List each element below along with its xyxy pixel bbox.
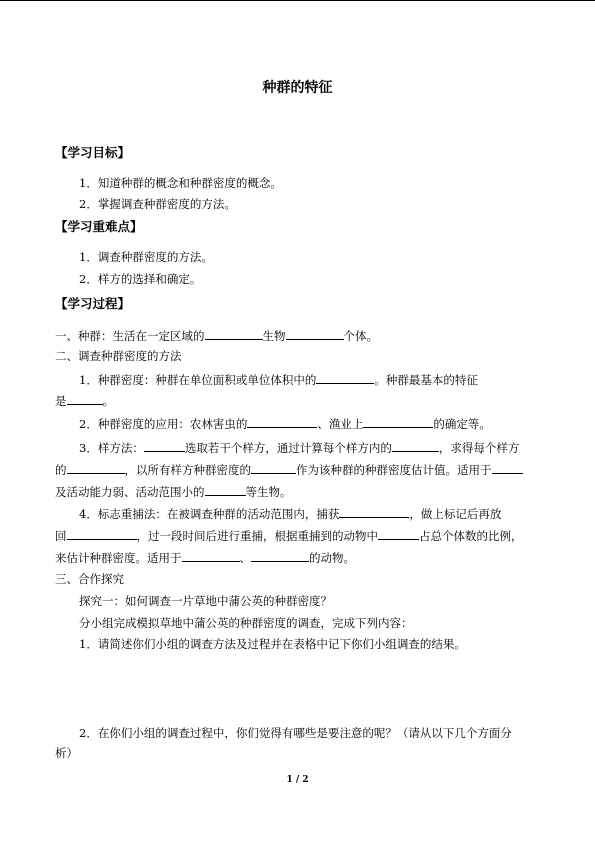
text-line-quadrat-method: 3．样方法： 选取若干个样方，通过计算每个样方内的 ，求得每个样方 — [79, 441, 520, 455]
fill-blank[interactable] — [316, 372, 374, 384]
text-line-question-one: 1．请简述你们小组的调查方法及过程并在表格中记下你们小组调查的结果。 — [79, 637, 466, 651]
text-line-mark-recapture-applicable: 来估计种群密度。适用于 、 的动物。 — [55, 551, 355, 565]
fill-blank[interactable] — [251, 550, 309, 562]
fill-blank[interactable] — [378, 528, 419, 540]
section-heading-objectives: 【学习目标】 — [55, 145, 131, 160]
text-line-population-definition: 一、种群：生活在一定区域的 生物 个体。 — [55, 329, 378, 343]
fill-blank[interactable] — [492, 462, 523, 474]
key-point-item: 2．样方的选择和确定。 — [79, 272, 202, 286]
text-line-mark-recapture: 4．标志重捕法：在被调查种群的活动范围内，捕获 ，做上标记后再放 — [79, 507, 502, 521]
fill-blank[interactable] — [205, 484, 246, 496]
text-line-density-feature: 是 。 — [55, 394, 114, 408]
text-line-group-task: 分小组完成模拟草地中蒲公英的种群密度的调查，完成下列内容： — [79, 616, 413, 630]
fill-blank[interactable] — [251, 462, 296, 474]
fill-blank[interactable] — [67, 462, 125, 474]
page-title: 种群的特征 — [262, 80, 333, 96]
text-line-density-definition: 1．种群密度：种群在单位面积或单位体积中的 。种群最基本的特征 — [79, 373, 478, 387]
objective-item: 1．知道种群的概念和种群密度的概念。 — [79, 176, 282, 190]
text-line-quadrat-estimate: 的 ，以所有样方种群密度的 作为该种群的种群密度估计值。适用于 — [55, 462, 523, 477]
key-point-item: 1．调查种群密度的方法。 — [79, 250, 213, 264]
objective-item: 2．掌握调查种群密度的方法。 — [79, 197, 236, 211]
fill-blank[interactable] — [205, 328, 263, 340]
fill-blank[interactable] — [144, 440, 185, 452]
text-line-quadrat-applicable: 及活动能力弱、活动范围小的 等生物。 — [55, 485, 292, 499]
text-line-question-two: 2．在你们小组的调查过程中，你们觉得有哪些是要注意的呢？（请从以下几个方面分 — [79, 726, 512, 740]
text-line-inquiry-one: 探究一：如何调查一片草地中蒲公英的种群密度？ — [79, 594, 332, 608]
fill-blank[interactable] — [392, 440, 439, 452]
page-number: 1 / 2 — [286, 775, 309, 785]
fill-blank[interactable] — [363, 416, 433, 428]
text-line-density-application: 2．种群密度的应用：农林害虫的 、渔业上 的确定等。 — [79, 417, 491, 431]
fill-blank[interactable] — [67, 393, 103, 405]
fill-blank[interactable] — [339, 506, 409, 518]
text-line-question-two-cont: 析） — [55, 746, 78, 760]
fill-blank[interactable] — [182, 550, 240, 562]
fill-blank[interactable] — [67, 528, 137, 540]
subheading-density-methods: 二、调查种群密度的方法 — [55, 349, 182, 363]
text-line-mark-recapture-release: 回 ，过一段时间后进行重捕，根据重捕到的动物中 占总个体数的比例， — [55, 529, 523, 543]
fill-blank[interactable] — [286, 328, 344, 340]
subheading-cooperative-inquiry: 三、合作探究 — [55, 572, 124, 586]
fill-blank[interactable] — [247, 416, 317, 428]
top-border-line — [0, 0, 595, 1]
section-heading-key-points: 【学习重难点】 — [55, 219, 143, 234]
section-heading-process: 【学习过程】 — [55, 296, 131, 311]
